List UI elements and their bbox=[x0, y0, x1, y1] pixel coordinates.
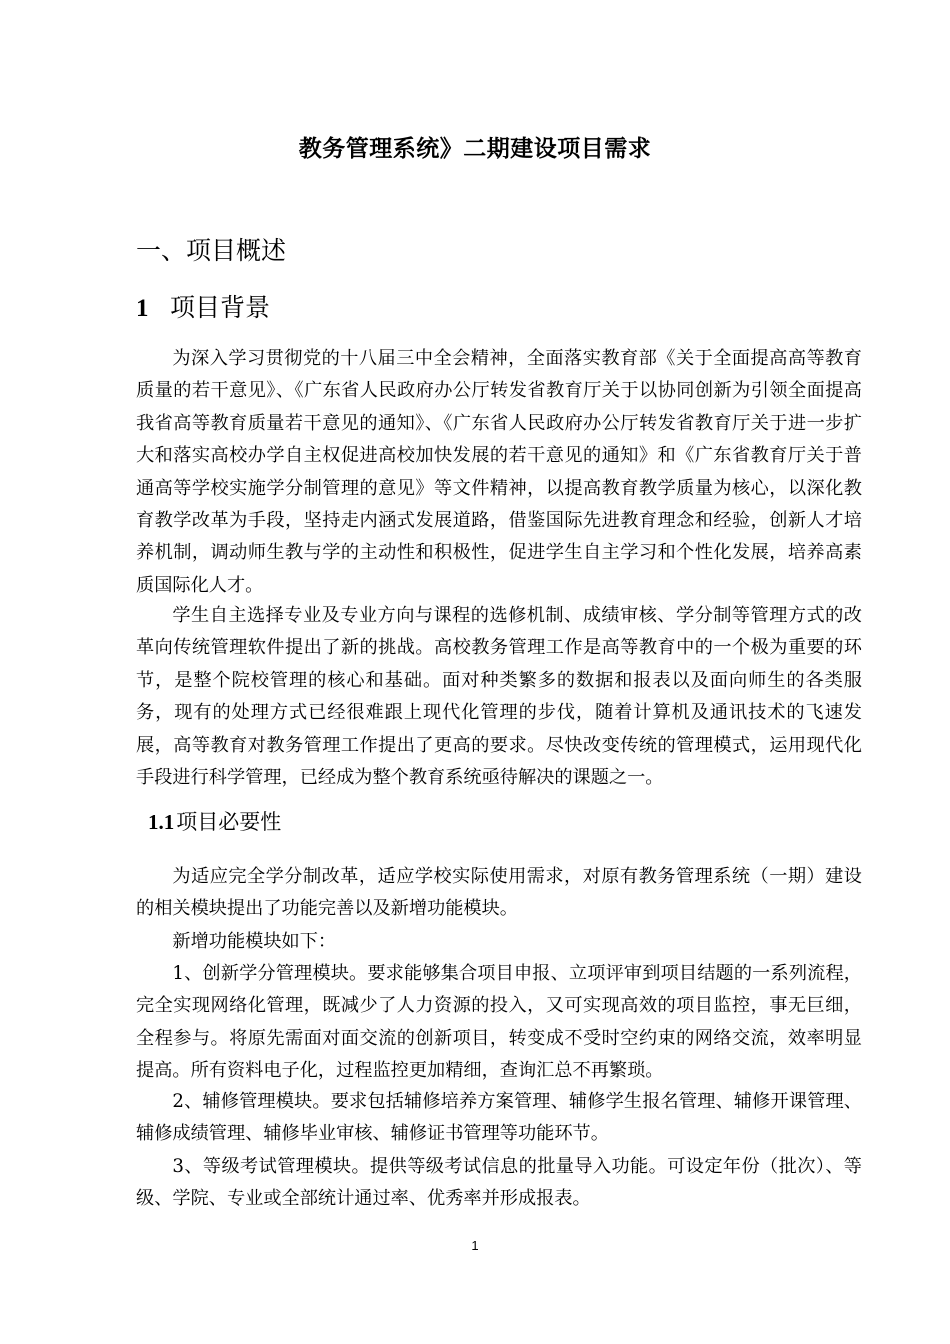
heading-text: 项目背景 bbox=[170, 293, 271, 322]
paragraph-module-level-exam: 3、等级考试管理模块。提供等级考试信息的批量导入功能。可设定年份（批次）、等级、学院、专业或全部统计通过率、优秀率并形成报表。 bbox=[136, 1156, 862, 1210]
heading-project-background bbox=[136, 288, 270, 324]
heading-number: 1 bbox=[136, 295, 149, 322]
paragraph-module-minor: 2、辅修管理模块。要求包括辅修培养方案管理、辅修学生报名管理、辅修开课管理、辅修成绩管理、辅修毕业审核、辅修证书管理等功能环节。 bbox=[136, 1091, 862, 1145]
page-number: 1 bbox=[471, 1238, 479, 1253]
heading-text: 项目必要性 bbox=[176, 810, 282, 834]
paragraph-new-modules-intro: 新增功能模块如下： bbox=[172, 931, 337, 952]
section-heading-overview: 一、项目概述 bbox=[136, 236, 287, 265]
paragraph-necessity-1: 为适应完全学分制改革，适应学校实际使用需求，对原有教务管理系统（一期）建设的相关模块提出了功能完善以及新增功能模块。 bbox=[136, 866, 862, 920]
paragraph-background-2: 学生自主选择专业及专业方向与课程的选修机制、成绩审核、学分制等管理方式的改革向传统管理软件提出了新的挑战。高校教务管理工作是高等教育中的一个极为重要的环节，是整个院校管理的核心和基础。面对种类繁多的数据和报表以及面向师生的各类服务，现有的处理方式已经很难跟上现代化管理的步伐，随着计算机及通讯技术的飞速发展，高等教育对教务管理工作提出了更高的要求。尽快改变传统的管理模式，运用现代化手段进行科学管理，已经成为整个教育系统亟待解决的课题之一。 bbox=[136, 605, 862, 789]
heading-number: 1.1 bbox=[148, 810, 175, 834]
document-title: 教务管理系统》二期建设项目需求 bbox=[298, 135, 652, 162]
paragraph-background-1: 为深入学习贯彻党的十八届三中全会精神，全面落实教育部《关于全面提高高等教育质量的若干意见》、《广东省人民政府办公厅转发省教育厅关于以协同创新为引领全面提高我省高等教育质量若干意见的通知》、《广东省人民政府办公厅转发省教育厅关于进一步扩大和落实高校办学自主权促进高校加快发展的若干意见的通知》和《广东省教育厅关于普通高等学校实施学分制管理的意见》等文件精神，以提高教育教学质量为核心，以深化教育教学改革为手段，坚持走内涵式发展道路，借鉴国际先进教育理念和经验，创新人才培养机制，调动师生教与学的主动性和积极性，促进学生自主学习和个性化发展，培养高素质国际化人才。 bbox=[136, 348, 862, 596]
paragraph-module-innovation-credit: 1、创新学分管理模块。要求能够集合项目申报、立项评审到项目结题的一系列流程，完全实现网络化管理，既减少了人力资源的投入，又可实现高效的项目监控，事无巨细，全程参与。将原先需面对面交流的创新项目，转变成不受时空约束的网络交流，效率明显提高。所有资料电子化，过程监控更加精细，查询汇总不再繁琐。 bbox=[136, 963, 862, 1082]
heading-project-necessity bbox=[148, 806, 281, 836]
